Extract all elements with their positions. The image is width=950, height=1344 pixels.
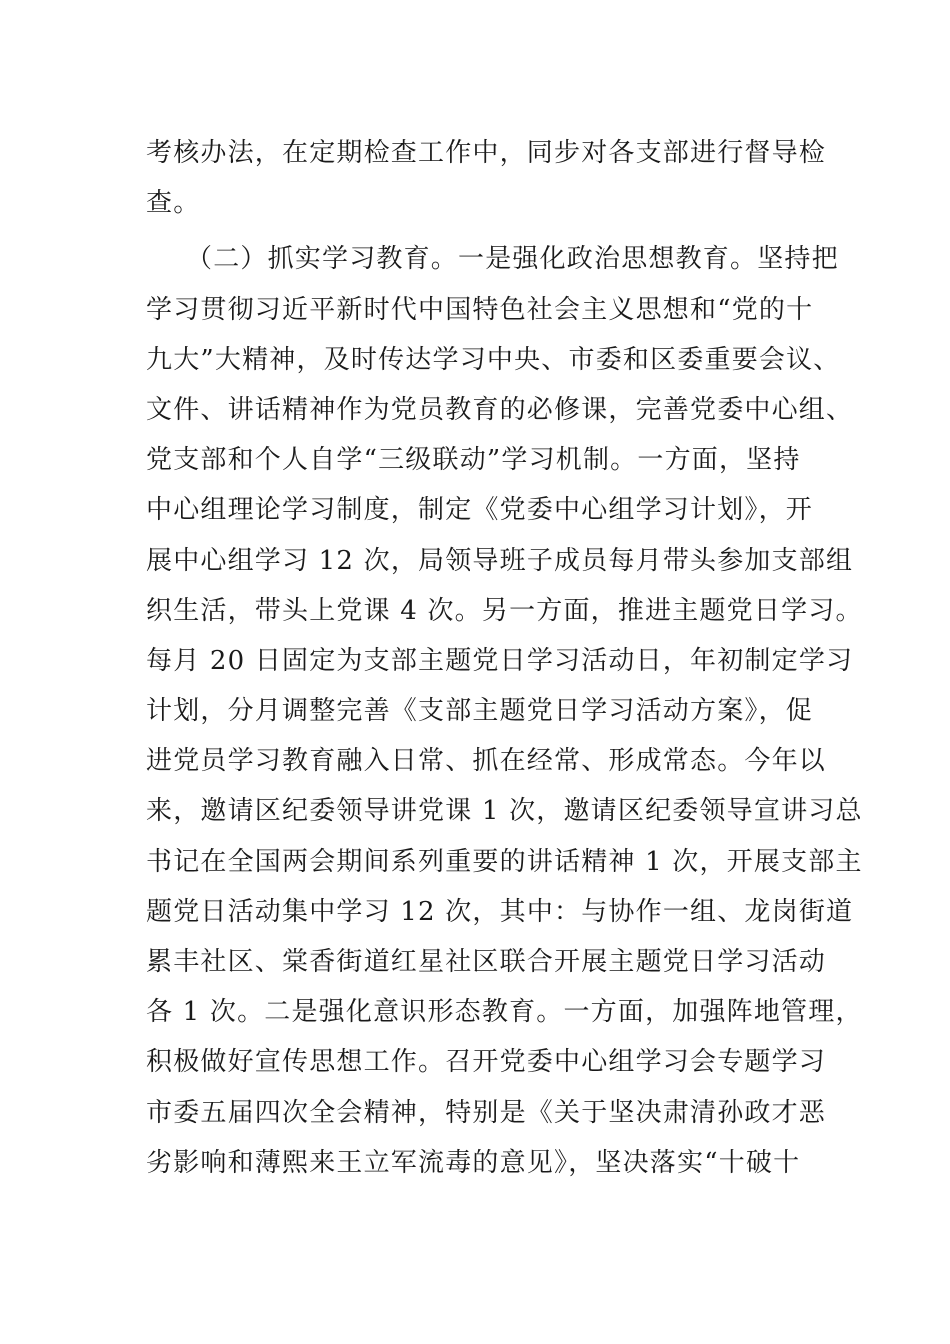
text-line: 学习贯彻习近平新时代中国特色社会主义思想和“党的十	[146, 294, 814, 325]
text-line: 文件、讲话精神作为党员教育的必修课，完善党委中心组、	[146, 394, 854, 425]
text-line: 累丰社区、棠香街道红星社区联合开展主题党日学习活动	[146, 947, 827, 977]
text-line: 积极做好宣传思想工作。召开党委中心组学习会专题学习	[146, 1047, 827, 1078]
text-line: 织生活，带头上党课 4 次。另一方面，推进主题党日学习。	[146, 595, 863, 626]
text-line: 九大”大精神，及时传达学习中央、市委和区委重要会议、	[146, 344, 841, 375]
text-line: 市委五届四次全会精神，特别是《关于坚决肃清孙政才恶	[146, 1097, 827, 1128]
paragraph-start-line: （二）抓实学习教育。一是强化政治思想教育。坚持把	[186, 244, 839, 275]
text-line: 计划，分月调整完善《支部主题党日学习活动方案》，促	[146, 696, 814, 727]
text-line: 查。	[146, 188, 201, 219]
text-line: 各 1 次。二是强化意识形态教育。一方面，加强阵地管理，	[146, 997, 863, 1028]
text-line: 考核办法，在定期检查工作中，同步对各支部进行督导检	[146, 138, 827, 168]
text-line: 书记在全国两会期间系列重要的讲话精神 1 次，开展支部主	[146, 846, 863, 877]
body-text	[146, 128, 863, 1188]
text-line: 劣影响和薄熙来王立军流毒的意见》，坚决落实“十破十	[146, 1147, 801, 1178]
text-line: 来，邀请区纪委领导讲党课 1 次，邀请区纪委领导宣讲习总	[146, 796, 863, 827]
text-line: 题党日活动集中学习 12 次，其中：与协作一组、龙岗街道	[146, 896, 854, 927]
text-line: 展中心组学习 12 次，局领导班子成员每月带头参加支部组	[146, 545, 854, 576]
text-line: 进党员学习教育融入日常、抓在经常、形成常态。今年以	[146, 746, 827, 777]
text-line: 党支部和个人自学“三级联动”学习机制。一方面，坚持	[146, 445, 801, 476]
text-line: 每月 20 日固定为支部主题党日学习活动日，年初制定学习	[146, 645, 854, 676]
text-line: 中心组理论学习制度，制定《党委中心组学习计划》，开	[146, 495, 814, 526]
